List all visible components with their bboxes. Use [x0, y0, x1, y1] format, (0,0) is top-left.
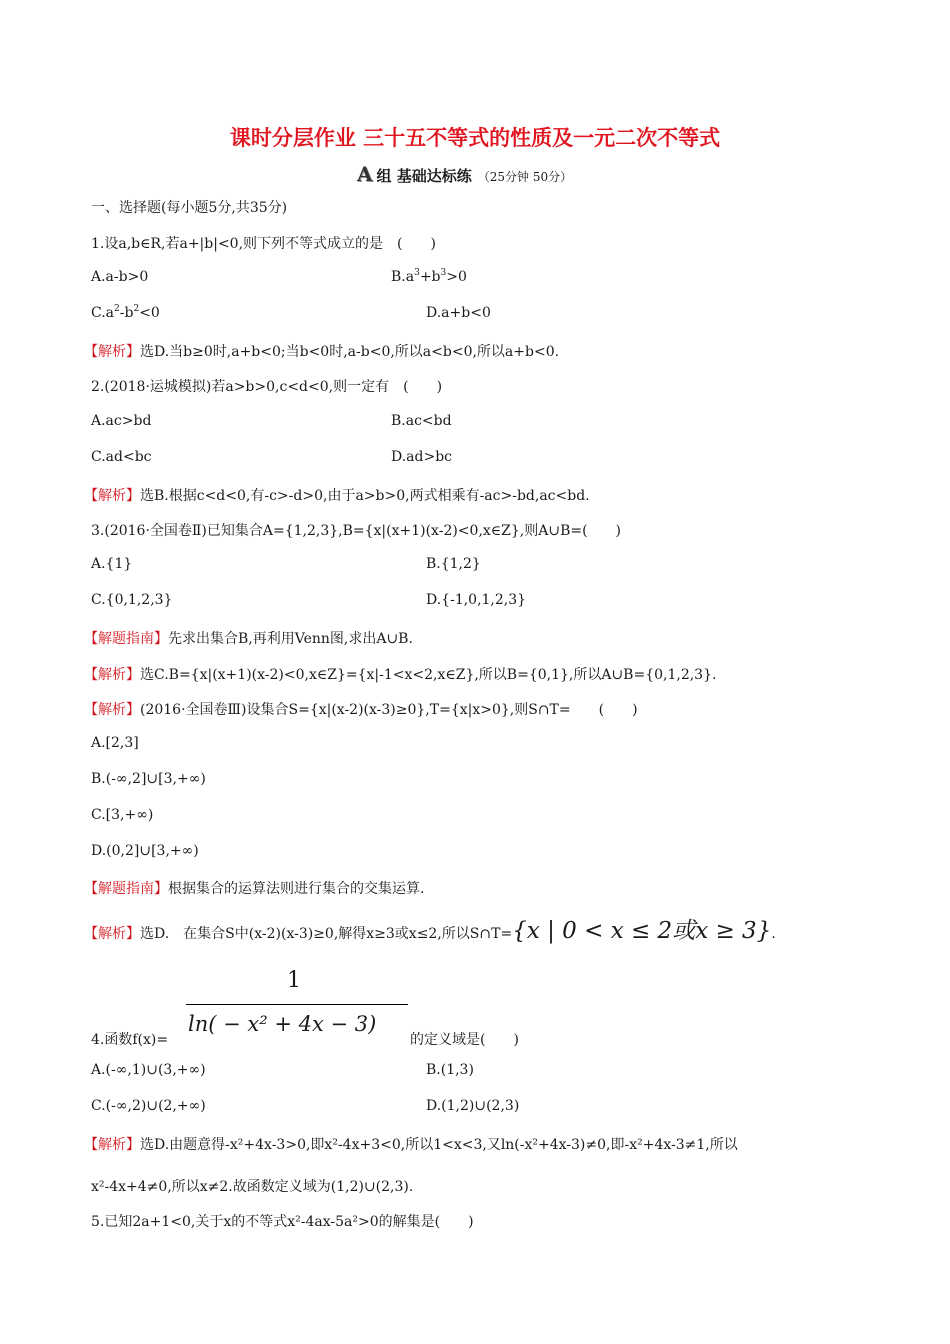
- q4-option-a: A.(-∞,1)∪(3,+∞): [91, 1062, 206, 1078]
- q4-fraction-bar: [186, 1004, 408, 1005]
- q2-option-b: B.ac<bd: [391, 413, 452, 429]
- group-time: （25分钟 50分）: [477, 170, 573, 184]
- variant-option-a: A.[2,3]: [91, 735, 139, 751]
- analysis-tag: 【解析】: [84, 1137, 140, 1153]
- analysis-tag: 【解析】: [84, 926, 140, 942]
- guide-tag: 【解题指南】: [84, 631, 168, 647]
- analysis-tag: 【解析】: [84, 667, 140, 683]
- q3-option-c: C.{0,1,2,3}: [91, 592, 173, 608]
- q1-option-c: $C.a^2-b^2<0$: [91, 304, 160, 321]
- question-5-stem: 5.已知2a+1<0,关于x的不等式x²-4ax-5a²>0的解集是( ): [91, 1214, 474, 1230]
- group-header: [357, 162, 572, 186]
- variant-guide: 【解题指南】根据集合的运算法则进行集合的交集运算.: [84, 881, 425, 897]
- q3-analysis: 【解析】选C.B={x|(x+1)(x-2)<0,x∈Z}={x|-1<x<2,x∈Z},所以B={0,1},所以A∪B={0,1,2,3}.: [84, 667, 717, 683]
- question-2-stem: 2.(2018·运城模拟)若a>b>0,c<d<0,则一定有 ( ): [91, 379, 443, 395]
- variant-option-b: B.(-∞,2]∪[3,+∞): [91, 771, 206, 787]
- variant-tag: 【解析】: [84, 702, 140, 718]
- question-4-stem-suffix: 的定义域是( ): [410, 1032, 519, 1048]
- q3-option-d: D.{-1,0,1,2,3}: [426, 592, 527, 608]
- section-heading: 一、选择题(每小题5分,共35分): [91, 200, 288, 216]
- q3-option-a: A.{1}: [91, 556, 133, 572]
- q1-analysis: 【解析】选D.当b≥0时,a+b<0;当b<0时,a-b<0,所以a<b<0,所以a+b<0.: [84, 344, 560, 360]
- variant-analysis: 【解析】选D. 在集合S中(x-2)(x-3)≥0,解得x≥3或x≤2,所以S∩T={x | 0 < x ≤ 2或x ≥ 3}.: [84, 918, 776, 944]
- analysis-tag: 【解析】: [84, 344, 140, 360]
- q3-guide: 【解题指南】先求出集合B,再利用Venn图,求出A∪B.: [84, 631, 413, 647]
- question-1-stem: 1.设a,b∈R,若a+|b|<0,则下列不等式成立的是 ( ): [91, 236, 436, 252]
- q4-fraction-denominator: ln( − x² + 4x − 3): [188, 1012, 377, 1036]
- analysis-tag: 【解析】: [84, 488, 140, 504]
- q4-option-d: D.(1,2)∪(2,3): [426, 1098, 520, 1114]
- group-letter: A: [357, 162, 373, 186]
- q1-option-a: A.a-b>0: [91, 269, 149, 285]
- question-4-stem-prefix: 4.函数f(x)=: [91, 1032, 169, 1048]
- q2-option-a: A.ac>bd: [91, 413, 152, 429]
- question-3-stem: 3.(2016·全国卷Ⅱ)已知集合A={1,2,3},B={x|(x+1)(x-2)<0,x∈Z},则A∪B=( ): [91, 523, 622, 539]
- group-name: 组 基础达标练: [376, 167, 472, 185]
- q4-option-c: C.(-∞,2)∪(2,+∞): [91, 1098, 206, 1114]
- q2-analysis: 【解析】选B.根据c<d<0,有-c>-d>0,由于a>b>0,两式相乘有-ac>-bd,ac<bd.: [84, 488, 590, 504]
- q2-option-d: D.ad>bc: [391, 449, 453, 465]
- variant-option-d: D.(0,2]∪[3,+∞): [91, 843, 199, 859]
- q4-analysis-line1: 【解析】选D.由题意得-x²+4x-3>0,即x²-4x+3<0,所以1<x<3,又ln(-x²+4x-3)≠0,即-x²+4x-3≠1,所以: [84, 1137, 738, 1153]
- variant-result-formula: {x | 0 < x ≤ 2或x ≥ 3}: [512, 918, 772, 944]
- variant-stem: 【解析】(2016·全国卷Ⅲ)设集合S={x|(x-2)(x-3)≥0},T={x|x>0},则S∩T= ( ): [84, 702, 638, 718]
- q3-option-b: B.{1,2}: [426, 556, 481, 572]
- page-title: 课时分层作业 三十五不等式的性质及一元二次不等式: [229, 125, 721, 150]
- q1-option-d: D.a+b<0: [426, 305, 491, 321]
- q4-analysis-line2: x²-4x+4≠0,所以x≠2.故函数定义域为(1,2)∪(2,3).: [91, 1179, 414, 1195]
- q1-option-b: $B.a^3+b^3>0$: [391, 268, 467, 285]
- q2-option-c: C.ad<bc: [91, 449, 152, 465]
- q4-option-b: B.(1,3): [426, 1062, 474, 1078]
- guide-tag: 【解题指南】: [84, 881, 168, 897]
- variant-option-c: C.[3,+∞): [91, 807, 154, 823]
- q4-fraction-numerator: 1: [287, 968, 301, 993]
